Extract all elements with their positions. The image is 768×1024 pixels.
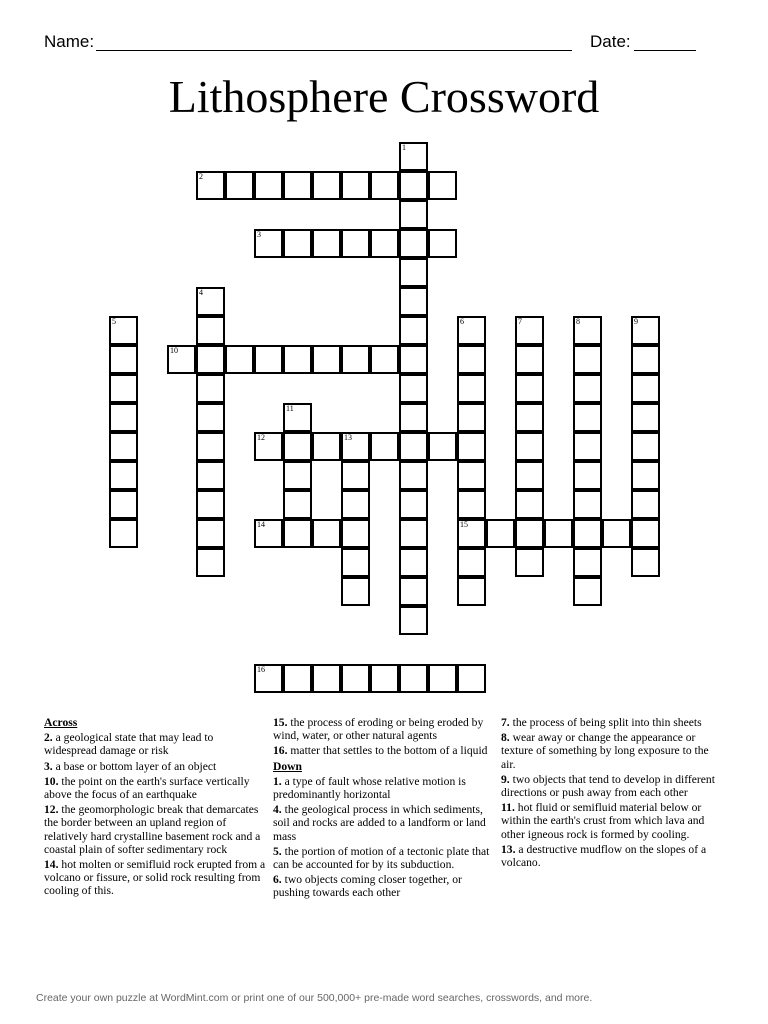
crossword-cell[interactable] — [399, 258, 428, 287]
crossword-cell[interactable] — [573, 548, 602, 577]
crossword-cell[interactable] — [457, 461, 486, 490]
crossword-cell[interactable] — [196, 287, 225, 316]
crossword-cell[interactable] — [312, 519, 341, 548]
crossword-cell[interactable] — [399, 142, 428, 171]
crossword-cell[interactable] — [283, 461, 312, 490]
crossword-cell[interactable] — [109, 403, 138, 432]
crossword-cell[interactable] — [457, 519, 486, 548]
crossword-cell[interactable] — [370, 229, 399, 258]
clue-number: 9. — [501, 772, 510, 786]
crossword-cell[interactable] — [370, 345, 399, 374]
crossword-cell[interactable] — [573, 577, 602, 606]
crossword-cell[interactable] — [515, 345, 544, 374]
crossword-cell[interactable] — [341, 664, 370, 693]
clue-column-1 — [44, 716, 266, 900]
crossword-cell[interactable] — [196, 548, 225, 577]
crossword-cell[interactable] — [457, 374, 486, 403]
crossword-cell[interactable] — [573, 403, 602, 432]
crossword-cell[interactable] — [399, 490, 428, 519]
crossword-cell[interactable] — [109, 374, 138, 403]
clue-number: 10. — [44, 774, 59, 788]
crossword-cell[interactable] — [341, 432, 370, 461]
clue-text: two objects that tend to develop in different directions or push away from each other — [501, 772, 715, 800]
clue-number: 14. — [44, 858, 59, 872]
crossword-cell[interactable] — [196, 461, 225, 490]
crossword-cell[interactable] — [631, 490, 660, 519]
crossword-cell[interactable] — [370, 432, 399, 461]
clue-text: matter that settles to the bottom of a liquid — [290, 744, 488, 758]
crossword-cell[interactable] — [254, 519, 283, 548]
crossword-cell[interactable] — [312, 345, 341, 374]
clue-text: the portion of motion of a tectonic plate that can be accounted for by its subduction. — [273, 844, 490, 872]
crossword-cell[interactable] — [370, 171, 399, 200]
crossword-cell[interactable] — [109, 316, 138, 345]
clue-number: 4. — [273, 803, 282, 817]
crossword-cell[interactable] — [602, 519, 631, 548]
clue-number: 15. — [273, 716, 288, 729]
page-title: Lithosphere Crossword — [168, 71, 600, 122]
crossword-cell[interactable] — [399, 200, 428, 229]
crossword-cell[interactable] — [341, 577, 370, 606]
cell-number: 14 — [257, 520, 265, 529]
crossword-cell[interactable] — [341, 548, 370, 577]
footer-text: Create your own puzzle at WordMint.com or print one of our 500,000+ pre-made word searches, crosswords, and more. — [36, 992, 593, 1004]
crossword-cell[interactable] — [254, 432, 283, 461]
cell-number: 5 — [112, 317, 116, 326]
crossword-cell[interactable] — [457, 664, 486, 693]
crossword-cell[interactable] — [254, 171, 283, 200]
clue-text: a type of fault whose relative motion is predominantly horizontal — [273, 774, 466, 802]
clue-text: wear away or change the appearance or texture of something by long exposure to the air. — [501, 731, 709, 771]
clue-text: the geological process in which sediments, soil and rocks are added to a landform or land mass — [273, 803, 486, 843]
cell-number: 4 — [199, 288, 203, 297]
cell-number: 13 — [344, 433, 352, 442]
clue-column-3 — [501, 716, 719, 871]
clue-number: 8. — [501, 731, 510, 745]
crossword-cell[interactable] — [341, 229, 370, 258]
crossword-cell[interactable] — [544, 519, 573, 548]
crossword-cell[interactable] — [196, 490, 225, 519]
crossword-cell[interactable] — [196, 345, 225, 374]
crossword-cell[interactable] — [283, 519, 312, 548]
crossword-cell[interactable] — [254, 664, 283, 693]
crossword-cell[interactable] — [428, 664, 457, 693]
crossword-cell[interactable] — [312, 432, 341, 461]
clue-number: 12. — [44, 803, 59, 817]
clue-across-16 — [273, 744, 491, 757]
crossword-cell[interactable] — [515, 432, 544, 461]
clue-number: 13. — [501, 842, 516, 856]
crossword-cell[interactable] — [341, 345, 370, 374]
cell-number: 7 — [518, 317, 522, 326]
name-label: Name: — [44, 32, 95, 51]
crossword-cell[interactable] — [631, 316, 660, 345]
crossword-cell[interactable] — [399, 287, 428, 316]
crossword-cell[interactable] — [196, 316, 225, 345]
clue-text: the process of eroding or being eroded by wind, water, or other natural agents — [273, 716, 484, 743]
crossword-cell[interactable] — [254, 345, 283, 374]
crossword-cell[interactable] — [196, 432, 225, 461]
clue-across-2 — [44, 731, 266, 757]
crossword-cell[interactable] — [399, 664, 428, 693]
clue-down-7 — [501, 716, 719, 729]
crossword-cell[interactable] — [341, 519, 370, 548]
crossword-cell[interactable] — [399, 316, 428, 345]
crossword-cell[interactable] — [399, 519, 428, 548]
crossword-cell[interactable] — [515, 519, 544, 548]
crossword-cell[interactable] — [573, 432, 602, 461]
crossword-cell[interactable] — [457, 432, 486, 461]
clue-down-1 — [273, 775, 491, 801]
cell-number: 16 — [257, 665, 265, 674]
clue-text: the geomorphologic break that demarcates the border between an upland region of relatively hard crystalline basement rock and a coastal plain of softer sedimentary rock — [44, 803, 261, 856]
crossword-cell[interactable] — [341, 171, 370, 200]
clue-column-2 — [273, 716, 491, 902]
crossword-cell[interactable] — [428, 432, 457, 461]
crossword-cell[interactable] — [196, 374, 225, 403]
cell-number: 12 — [257, 433, 265, 442]
crossword-cell[interactable] — [515, 374, 544, 403]
crossword-cell[interactable] — [399, 577, 428, 606]
crossword-cell[interactable] — [515, 548, 544, 577]
crossword-cell[interactable] — [399, 606, 428, 635]
crossword-cell[interactable] — [196, 519, 225, 548]
clue-text: the point on the earth's surface vertically above the focus of an earthquake — [44, 774, 250, 802]
cell-number: 15 — [460, 520, 468, 529]
crossword-cell[interactable] — [370, 664, 399, 693]
clue-number: 2. — [44, 731, 53, 745]
cell-number: 1 — [402, 143, 406, 152]
cell-number: 6 — [460, 317, 464, 326]
crossword-cell[interactable] — [515, 461, 544, 490]
clue-text: a geological state that may lead to widespread damage or risk — [44, 731, 214, 758]
crossword-cell[interactable] — [631, 432, 660, 461]
crossword-cell[interactable] — [312, 229, 341, 258]
crossword-cell[interactable] — [631, 461, 660, 490]
crossword-cell[interactable] — [428, 171, 457, 200]
clue-text: a base or bottom layer of an object — [55, 759, 217, 773]
crossword-cell[interactable] — [109, 432, 138, 461]
crossword-cell[interactable] — [399, 548, 428, 577]
crossword-cell[interactable] — [399, 403, 428, 432]
crossword-cell[interactable] — [573, 316, 602, 345]
crossword-cell[interactable] — [631, 519, 660, 548]
cell-number: 11 — [286, 404, 294, 413]
crossword-cell[interactable] — [109, 345, 138, 374]
clue-number: 7. — [501, 716, 510, 729]
crossword-cell[interactable] — [457, 548, 486, 577]
clue-across-10 — [44, 775, 266, 801]
crossword-cell[interactable] — [312, 171, 341, 200]
down-heading: Down — [273, 759, 302, 773]
crossword-cell[interactable] — [283, 345, 312, 374]
crossword-cell[interactable] — [457, 345, 486, 374]
crossword-cell[interactable] — [457, 490, 486, 519]
clue-text: two objects coming closer together, or pushing towards each other — [273, 873, 462, 900]
clue-down-8 — [501, 731, 719, 771]
clue-number: 1. — [273, 774, 282, 788]
crossword-cell[interactable] — [428, 229, 457, 258]
cell-number: 3 — [257, 230, 261, 239]
clue-number: 16. — [273, 744, 288, 758]
clue-down-11 — [501, 801, 719, 841]
clue-number: 11. — [501, 801, 515, 815]
clue-down-13 — [501, 843, 719, 869]
crossword-cell[interactable] — [399, 345, 428, 374]
crossword-cell[interactable] — [631, 548, 660, 577]
clue-number: 5. — [273, 844, 282, 858]
crossword-cell[interactable] — [283, 403, 312, 432]
crossword-cell[interactable] — [573, 374, 602, 403]
crossword-cell[interactable] — [283, 432, 312, 461]
crossword-cell[interactable] — [283, 490, 312, 519]
clue-across-15 — [273, 716, 491, 742]
clue-text: a destructive mudflow on the slopes of a volcano. — [501, 842, 707, 870]
crossword-cell[interactable] — [399, 432, 428, 461]
crossword-cell[interactable] — [196, 171, 225, 200]
crossword-cell[interactable] — [515, 403, 544, 432]
crossword-cell[interactable] — [312, 664, 341, 693]
clue-text: hot molten or semifluid rock erupted from a volcano or fissure, or solid rock resulting from cooling of this. — [44, 858, 266, 898]
crossword-cell[interactable] — [283, 229, 312, 258]
crossword-cell[interactable] — [573, 519, 602, 548]
clue-down-5 — [273, 845, 491, 871]
cell-number: 10 — [170, 346, 178, 355]
crossword-cell[interactable] — [109, 519, 138, 548]
crossword-cell[interactable] — [573, 461, 602, 490]
crossword-cell[interactable] — [399, 461, 428, 490]
clue-down-6 — [273, 873, 491, 899]
clue-number: 6. — [273, 873, 282, 887]
crossword-cell[interactable] — [573, 345, 602, 374]
crossword-cell[interactable] — [573, 490, 602, 519]
crossword-cell[interactable] — [399, 374, 428, 403]
crossword-cell[interactable] — [283, 171, 312, 200]
crossword-cell[interactable] — [631, 345, 660, 374]
clue-number: 3. — [44, 759, 53, 773]
date-label: Date: — [590, 32, 631, 51]
crossword-cell[interactable] — [399, 171, 428, 200]
crossword-cell[interactable] — [399, 229, 428, 258]
crossword-cell[interactable] — [196, 403, 225, 432]
crossword-cell[interactable] — [515, 490, 544, 519]
crossword-cell[interactable] — [631, 403, 660, 432]
crossword-cell[interactable] — [225, 171, 254, 200]
crossword-cell[interactable] — [109, 490, 138, 519]
crossword-cell[interactable] — [341, 461, 370, 490]
crossword-cell[interactable] — [515, 316, 544, 345]
crossword-cell[interactable] — [341, 490, 370, 519]
clue-down-4 — [273, 803, 491, 843]
clue-across-14 — [44, 858, 266, 898]
crossword-cell[interactable] — [254, 229, 283, 258]
clue-text: hot fluid or semifluid material below or within the earth's crust from which lava and other igneous rock is formed by cooling. — [501, 801, 705, 841]
clue-down-9 — [501, 773, 719, 799]
crossword-cell[interactable] — [457, 577, 486, 606]
crossword-cell[interactable] — [167, 345, 196, 374]
crossword-cell[interactable] — [457, 403, 486, 432]
crossword-cell[interactable] — [631, 374, 660, 403]
cell-number: 8 — [576, 317, 580, 326]
crossword-cell[interactable] — [225, 345, 254, 374]
across-heading: Across — [44, 716, 78, 729]
crossword-cell[interactable] — [283, 664, 312, 693]
cell-number: 2 — [199, 172, 203, 181]
clue-text: the process of being split into thin sheets — [512, 716, 702, 729]
crossword-cell[interactable] — [457, 316, 486, 345]
clue-across-12 — [44, 803, 266, 856]
crossword-cell[interactable] — [486, 519, 515, 548]
crossword-cell[interactable] — [109, 461, 138, 490]
cell-number: 9 — [634, 317, 638, 326]
clue-across-3 — [44, 760, 266, 773]
